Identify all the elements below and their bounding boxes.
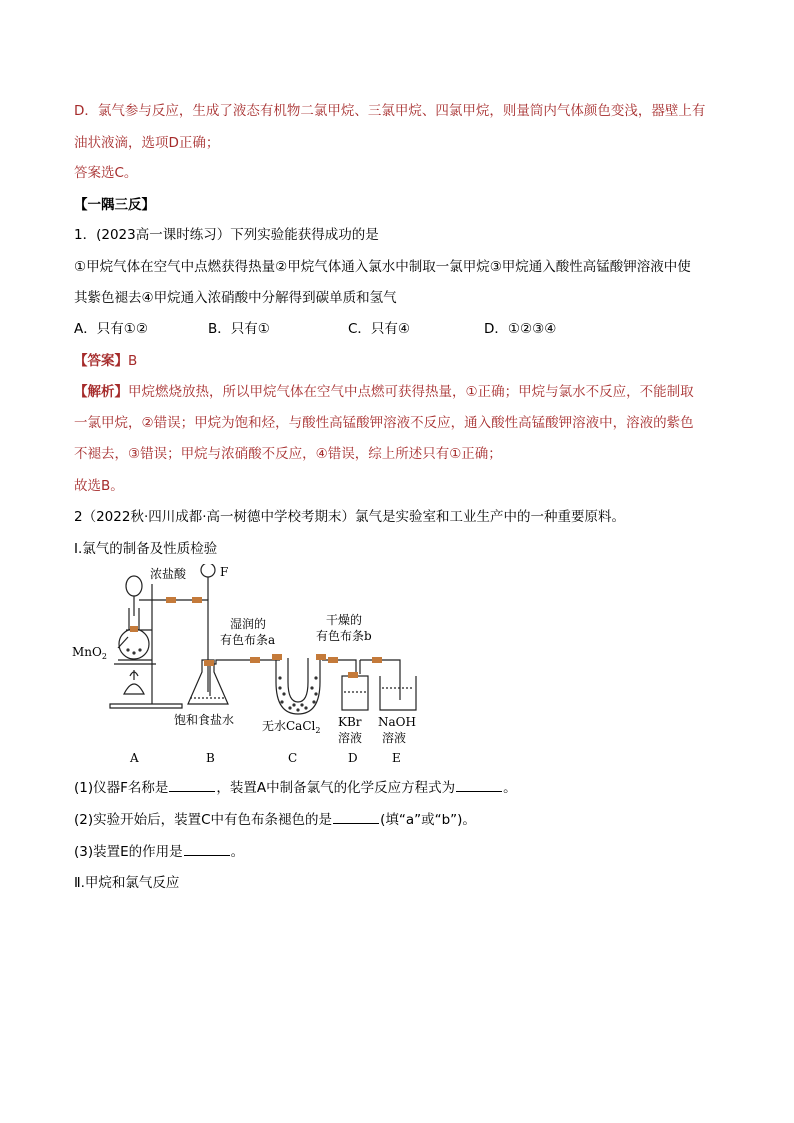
label-kbr-2: 溶液 bbox=[338, 731, 363, 745]
q1-analysis-2: 一氯甲烷，②错误；甲烷为饱和烃，与酸性高锰酸钾溶液不反应，通入酸性高锰酸钾溶液中，溶液的紫色 bbox=[74, 415, 694, 431]
label-f: F bbox=[220, 565, 229, 579]
q1-options bbox=[74, 320, 674, 338]
answer-line-d-cont: 油状液滴，选项D正确； bbox=[74, 135, 220, 151]
stand-base bbox=[110, 704, 182, 708]
q2-sub2-text-b: (填“a”或“b”)。 bbox=[380, 812, 476, 828]
q1-body-1: ①甲烷气体在空气中点燃获得热量②甲烷气体通入氯水中制取一氯甲烷③甲烷通入酸性高锰酸钾溶液中使 bbox=[74, 259, 691, 275]
label-c: C bbox=[288, 751, 298, 765]
alcohol-lamp bbox=[124, 684, 144, 694]
label-sat-nacl: 饱和食盐水 bbox=[174, 713, 235, 727]
label-dry-strip-1: 干燥的 bbox=[326, 613, 363, 627]
q1-answer bbox=[74, 352, 137, 370]
answer-line-d: D．氯气参与反应，生成了液态有机物二氯甲烷、三氯甲烷、四氯甲烷，则量筒内气体颜色变浅，器壁上有 bbox=[74, 103, 706, 119]
label-wet-strip-1: 湿润的 bbox=[230, 617, 267, 631]
section-title: 【一隅三反】 bbox=[74, 197, 155, 213]
label-dry-strip-2: 有色布条b bbox=[316, 629, 372, 643]
q1-body-2: 其紫色褪去④甲烷通入浓硝酸中分解得到碳单质和氢气 bbox=[74, 290, 397, 306]
q2-sub3-text-b: 。 bbox=[230, 844, 245, 860]
blank-1[interactable] bbox=[169, 778, 215, 792]
answer-final: 答案选C。 bbox=[74, 165, 138, 181]
label-kbr-1: KBr bbox=[338, 715, 362, 729]
q2-part1-title: Ⅰ.氯气的制备及性质检验 bbox=[74, 541, 218, 557]
q2-sub3 bbox=[74, 842, 244, 861]
q1-option-a: A．只有①② bbox=[74, 321, 148, 337]
q2-sub1-text-a: (1)仪器F名称是 bbox=[74, 780, 169, 796]
blank-2[interactable] bbox=[456, 778, 502, 792]
q2-sub1 bbox=[74, 778, 517, 797]
q2-sub1-text-c: 。 bbox=[503, 780, 517, 796]
q1-analysis-label: 【解析】 bbox=[74, 384, 128, 400]
label-conc-hcl: 浓盐酸 bbox=[150, 567, 187, 581]
label-cacl2: 无水CaCl$_2$ bbox=[262, 719, 321, 735]
bottle-d bbox=[342, 676, 368, 710]
q1-analysis-3: 不褪去，③错误；甲烷与浓硝酸不反应，④错误，综上所述只有①正确； bbox=[74, 446, 502, 462]
label-e: E bbox=[392, 751, 401, 765]
label-naoh-2: 溶液 bbox=[382, 731, 407, 745]
label-naoh-1: NaOH bbox=[378, 715, 416, 729]
thistle-funnel-f bbox=[201, 564, 215, 577]
q1-option-b: B．只有① bbox=[208, 321, 270, 337]
q1-option-c: C．只有④ bbox=[348, 321, 411, 337]
q1-analysis-1 bbox=[74, 383, 694, 401]
blank-4[interactable] bbox=[184, 842, 230, 856]
q1-analysis-text-1: 甲烷燃烧放热，所以甲烷气体在空气中点燃可获得热量，①正确；甲烷与氯水不反应，不能制取 bbox=[128, 384, 694, 400]
q2-part2-title: Ⅱ.甲烷和氯气反应 bbox=[74, 875, 180, 891]
label-b: B bbox=[206, 751, 215, 765]
separatory-funnel bbox=[126, 576, 142, 596]
label-mno2: MnO$_2$ bbox=[72, 645, 107, 661]
label-wet-strip-2: 有色布条a bbox=[220, 633, 276, 647]
apparatus-diagram bbox=[70, 564, 430, 770]
q2-stem: 2（2022秋·四川成都·高一树德中学校考期末）氯气是实验室和工业生产中的一种重要原料。 bbox=[74, 509, 626, 525]
blank-3[interactable] bbox=[333, 810, 379, 824]
q1-answer-label: 【答案】 bbox=[74, 353, 128, 369]
q2-sub2-text-a: (2)实验开始后，装置C中有色布条褪色的是 bbox=[74, 812, 333, 828]
q2-sub3-text-a: (3)装置E的作用是 bbox=[74, 844, 183, 860]
label-d: D bbox=[348, 751, 358, 765]
q2-sub2 bbox=[74, 810, 476, 829]
q1-conclusion: 故选B。 bbox=[74, 478, 124, 494]
q1-option-d: D．①②③④ bbox=[484, 321, 557, 337]
q1-answer-value: B bbox=[128, 353, 138, 369]
beaker-e bbox=[380, 676, 416, 710]
u-tube-c bbox=[276, 658, 320, 714]
label-a: A bbox=[130, 751, 139, 765]
q2-sub1-text-b: ，装置A中制备氯气的化学反应方程式为 bbox=[216, 780, 456, 796]
q1-stem: 1．(2023高一课时练习）下列实验能获得成功的是 bbox=[74, 227, 379, 243]
